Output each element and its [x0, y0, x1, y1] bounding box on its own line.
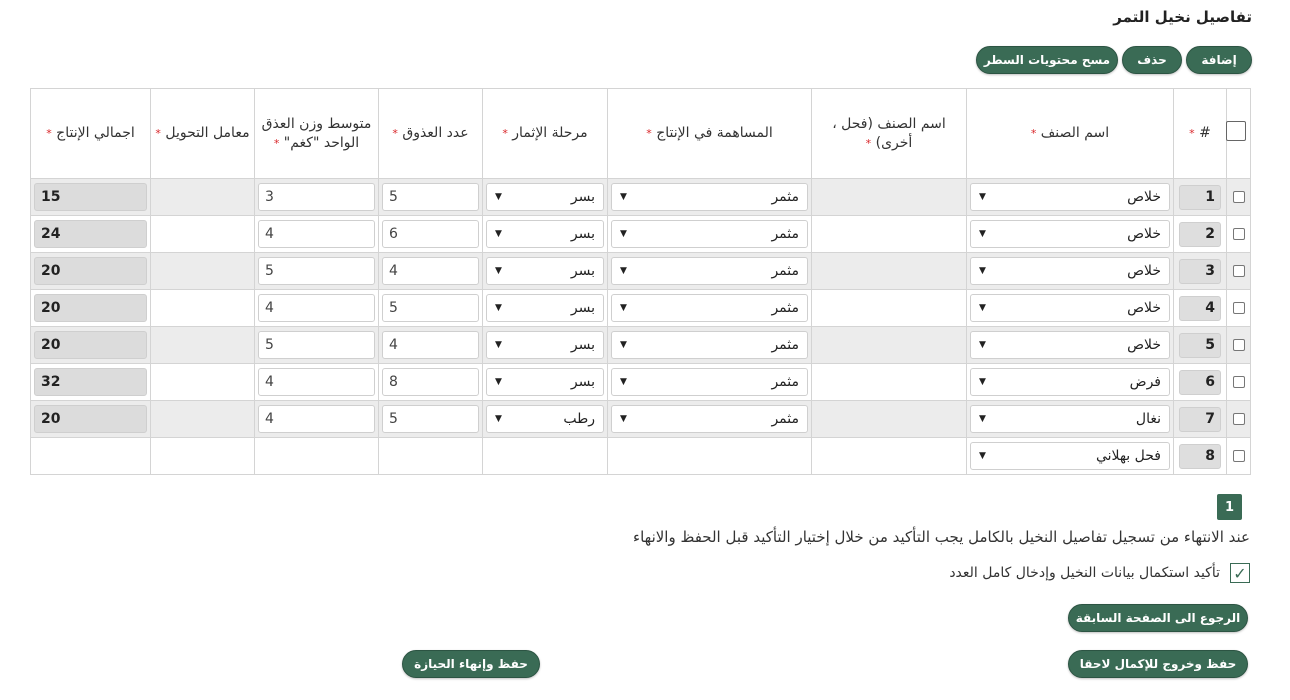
- variety-value: نغال: [1135, 411, 1161, 427]
- table-row: [31, 327, 1251, 364]
- select-all-header: [1227, 89, 1251, 179]
- contribution-cell: [608, 216, 812, 253]
- row-select-cell: [1227, 253, 1251, 290]
- empty-cell: [255, 438, 379, 475]
- row-num-cell: [1174, 290, 1227, 327]
- variety-cell: [967, 253, 1174, 290]
- empty-cell: [608, 438, 812, 475]
- variety-other-cell: [812, 401, 967, 438]
- row-number: 5: [1179, 333, 1221, 358]
- variety-select[interactable]: [970, 257, 1170, 285]
- confirmation-note: عند الانتهاء من تسجيل تفاصيل النخيل بالكامل يجب التأكيد من خلال إختيار التأكيد قبل الحفظ والانهاء: [633, 528, 1250, 546]
- bunch-count-input[interactable]: 5: [382, 405, 479, 433]
- stage-cell: [483, 290, 608, 327]
- empty-cell: [379, 438, 483, 475]
- row-select-cell: [1227, 401, 1251, 438]
- row-select-cell: [1227, 179, 1251, 216]
- header-fruiting-stage: مرحلة الإثمار *: [483, 89, 608, 179]
- conversion-cell: [151, 253, 255, 290]
- avg-weight-input[interactable]: 4: [258, 220, 375, 248]
- total-value: 15: [34, 183, 147, 211]
- contribution-value: مثمر: [771, 263, 799, 279]
- palm-details-table: [30, 88, 1251, 475]
- bunches-cell: [379, 290, 483, 327]
- bunch-count-input[interactable]: 8: [382, 368, 479, 396]
- avg-weight-input[interactable]: 5: [258, 331, 375, 359]
- contribution-select[interactable]: [611, 368, 808, 396]
- row-num-cell: [1174, 179, 1227, 216]
- bunch-count-input[interactable]: 5: [382, 183, 479, 211]
- bunches-cell: [379, 327, 483, 364]
- variety-other-cell: [812, 179, 967, 216]
- stage-cell: [483, 401, 608, 438]
- row-num-cell: [1174, 327, 1227, 364]
- avg-weight-input[interactable]: 4: [258, 294, 375, 322]
- variety-value: خلاص: [1127, 337, 1161, 353]
- total-cell: [31, 401, 151, 438]
- avg-weight-input[interactable]: 4: [258, 368, 375, 396]
- stage-cell: [483, 253, 608, 290]
- chevron-down-icon: ▼: [979, 451, 986, 461]
- chevron-down-icon: ▼: [979, 303, 986, 313]
- weight-cell: [255, 253, 379, 290]
- bunch-count-input[interactable]: 6: [382, 220, 479, 248]
- stage-value: رطب: [563, 411, 595, 427]
- chevron-down-icon: ▼: [979, 229, 986, 239]
- stage-select[interactable]: [486, 257, 604, 285]
- weight-cell: [255, 327, 379, 364]
- variety-cell: [967, 364, 1174, 401]
- total-value: 20: [34, 294, 147, 322]
- contribution-cell: [608, 401, 812, 438]
- row-num-cell: [1174, 401, 1227, 438]
- contribution-cell: [608, 179, 812, 216]
- contribution-select[interactable]: [611, 294, 808, 322]
- stage-select[interactable]: [486, 405, 604, 433]
- chevron-down-icon: ▼: [620, 377, 627, 387]
- variety-value: فحل بهلاني: [1095, 448, 1161, 464]
- total-value: 32: [34, 368, 147, 396]
- back-button[interactable]: الرجوع الى الصفحة السابقة: [1068, 604, 1248, 632]
- required-mark: *: [865, 136, 872, 150]
- contribution-select[interactable]: [611, 331, 808, 359]
- chevron-down-icon: ▼: [495, 266, 502, 276]
- row-num-cell: [1174, 364, 1227, 401]
- table-row: [31, 179, 1251, 216]
- variety-value: خلاص: [1127, 189, 1161, 205]
- clear-row-button[interactable]: مسح محتويات السطر: [976, 46, 1118, 74]
- contribution-select[interactable]: [611, 220, 808, 248]
- table-row: [31, 216, 1251, 253]
- chevron-down-icon: ▼: [495, 229, 502, 239]
- header-variety-other: اسم الصنف (فحل ، أخرى) *: [812, 89, 967, 179]
- row-checkbox[interactable]: [1233, 413, 1245, 425]
- contribution-cell: [608, 364, 812, 401]
- chevron-down-icon: ▼: [495, 340, 502, 350]
- row-select-cell: [1227, 364, 1251, 401]
- bunches-cell: [379, 364, 483, 401]
- variety-other-cell: [812, 253, 967, 290]
- save-finish-button[interactable]: حفظ وإنهاء الحيازة: [402, 650, 540, 678]
- required-mark: *: [502, 127, 508, 140]
- row-select-cell: [1227, 327, 1251, 364]
- add-button[interactable]: إضافة: [1186, 46, 1252, 74]
- variety-select[interactable]: [970, 442, 1170, 470]
- avg-weight-input[interactable]: 3: [258, 183, 375, 211]
- stage-value: بسر: [570, 337, 595, 353]
- row-number: 2: [1179, 222, 1221, 247]
- row-number: 8: [1179, 444, 1221, 469]
- required-mark: *: [392, 127, 398, 140]
- conversion-cell: [151, 216, 255, 253]
- contribution-value: مثمر: [771, 337, 799, 353]
- variety-cell: [967, 290, 1174, 327]
- chevron-down-icon: ▼: [979, 414, 986, 424]
- chevron-down-icon: ▼: [620, 266, 627, 276]
- chevron-down-icon: ▼: [979, 377, 986, 387]
- variety-cell: [967, 327, 1174, 364]
- table-row: [31, 253, 1251, 290]
- bunch-count-input[interactable]: 4: [382, 257, 479, 285]
- confirm-checkbox[interactable]: ✓: [1230, 563, 1250, 583]
- total-value: 24: [34, 220, 147, 248]
- required-mark: *: [46, 127, 52, 140]
- contribution-value: مثمر: [771, 411, 799, 427]
- bunch-count-input[interactable]: 5: [382, 294, 479, 322]
- variety-other-cell: [812, 364, 967, 401]
- variety-select[interactable]: [970, 368, 1170, 396]
- stage-value: بسر: [570, 226, 595, 242]
- contribution-cell: [608, 327, 812, 364]
- select-all-checkbox[interactable]: [1226, 121, 1246, 141]
- contribution-select[interactable]: [611, 405, 808, 433]
- chevron-down-icon: ▼: [979, 192, 986, 202]
- chevron-down-icon: ▼: [495, 414, 502, 424]
- chevron-down-icon: ▼: [495, 377, 502, 387]
- chevron-down-icon: ▼: [620, 340, 627, 350]
- header-bunch-count: عدد العذوق *: [379, 89, 483, 179]
- row-num-cell: [1174, 253, 1227, 290]
- stage-select[interactable]: [486, 331, 604, 359]
- stage-value: بسر: [570, 189, 595, 205]
- variety-value: خلاص: [1127, 263, 1161, 279]
- row-checkbox[interactable]: [1233, 376, 1245, 388]
- contribution-value: مثمر: [771, 374, 799, 390]
- bunches-cell: [379, 179, 483, 216]
- avg-weight-input[interactable]: 5: [258, 257, 375, 285]
- stage-cell: [483, 327, 608, 364]
- contribution-select[interactable]: [611, 257, 808, 285]
- stage-select[interactable]: [486, 183, 604, 211]
- weight-cell: [255, 216, 379, 253]
- variety-value: فرض: [1129, 374, 1161, 390]
- row-select-cell: [1227, 216, 1251, 253]
- chevron-down-icon: ▼: [495, 192, 502, 202]
- table-row: [31, 290, 1251, 327]
- weight-cell: [255, 179, 379, 216]
- total-cell: [31, 179, 151, 216]
- header-variety: اسم الصنف *: [967, 89, 1174, 179]
- chevron-down-icon: ▼: [979, 266, 986, 276]
- empty-cell: [31, 438, 151, 475]
- header-avg-weight: متوسط وزن العذق الواحد "كغم" *: [255, 89, 379, 179]
- save-exit-button[interactable]: حفظ وخروج للإكمال لاحقا: [1068, 650, 1248, 678]
- page-title: تفاصيل نخيل التمر: [1113, 8, 1252, 26]
- total-value: 20: [34, 331, 147, 359]
- row-number: 4: [1179, 296, 1221, 321]
- row-select-cell: [1227, 438, 1251, 475]
- stage-value: بسر: [570, 263, 595, 279]
- row-number: 3: [1179, 259, 1221, 284]
- bunches-cell: [379, 216, 483, 253]
- bunches-cell: [379, 401, 483, 438]
- bunch-count-input[interactable]: 4: [382, 331, 479, 359]
- total-cell: [31, 327, 151, 364]
- row-num-cell: [1174, 216, 1227, 253]
- contribution-cell: [608, 253, 812, 290]
- contribution-value: مثمر: [771, 226, 799, 242]
- chevron-down-icon: ▼: [620, 229, 627, 239]
- row-checkbox[interactable]: [1233, 339, 1245, 351]
- row-num-cell: [1174, 438, 1227, 475]
- chevron-down-icon: ▼: [620, 303, 627, 313]
- weight-cell: [255, 401, 379, 438]
- required-mark: *: [1030, 127, 1037, 140]
- variety-other-cell: [812, 216, 967, 253]
- delete-button[interactable]: حذف: [1122, 46, 1182, 74]
- variety-select[interactable]: [970, 220, 1170, 248]
- stage-select[interactable]: [486, 220, 604, 248]
- empty-cell: [151, 438, 255, 475]
- variety-select[interactable]: [970, 331, 1170, 359]
- empty-cell: [483, 438, 608, 475]
- conversion-cell: [151, 290, 255, 327]
- contribution-value: مثمر: [771, 300, 799, 316]
- table-row: [31, 438, 1251, 475]
- required-mark: *: [646, 127, 652, 140]
- pagination-current-page[interactable]: 1: [1217, 494, 1242, 520]
- stage-cell: [483, 216, 608, 253]
- conversion-cell: [151, 401, 255, 438]
- stage-select[interactable]: [486, 368, 604, 396]
- variety-other-cell: [812, 438, 967, 475]
- row-checkbox[interactable]: [1233, 265, 1245, 277]
- chevron-down-icon: ▼: [620, 192, 627, 202]
- table-row: [31, 364, 1251, 401]
- required-mark: *: [1189, 127, 1195, 140]
- variety-select[interactable]: [970, 405, 1170, 433]
- header-conversion: معامل التحويل *: [151, 89, 255, 179]
- header-contribution: المساهمة في الإنتاج *: [608, 89, 812, 179]
- chevron-down-icon: ▼: [495, 303, 502, 313]
- variety-other-cell: [812, 290, 967, 327]
- row-number: 1: [1179, 185, 1221, 210]
- contribution-value: مثمر: [771, 189, 799, 205]
- contribution-select[interactable]: [611, 183, 808, 211]
- row-checkbox[interactable]: [1233, 228, 1245, 240]
- total-cell: [31, 290, 151, 327]
- variety-cell: [967, 401, 1174, 438]
- row-checkbox[interactable]: [1233, 191, 1245, 203]
- conversion-cell: [151, 364, 255, 401]
- row-number: 7: [1179, 407, 1221, 432]
- weight-cell: [255, 364, 379, 401]
- chevron-down-icon: ▼: [979, 340, 986, 350]
- row-select-cell: [1227, 290, 1251, 327]
- chevron-down-icon: ▼: [620, 414, 627, 424]
- stage-value: بسر: [570, 374, 595, 390]
- stage-cell: [483, 179, 608, 216]
- table-row: [31, 401, 1251, 438]
- variety-cell: [967, 438, 1174, 475]
- header-total: اجمالي الإنتاج *: [31, 89, 151, 179]
- row-checkbox[interactable]: [1233, 302, 1245, 314]
- stage-value: بسر: [570, 300, 595, 316]
- variety-value: خلاص: [1127, 300, 1161, 316]
- stage-select[interactable]: [486, 294, 604, 322]
- total-value: 20: [34, 257, 147, 285]
- row-number: 6: [1179, 370, 1221, 395]
- variety-select[interactable]: [970, 294, 1170, 322]
- header-num: # *: [1174, 89, 1227, 179]
- weight-cell: [255, 290, 379, 327]
- required-mark: *: [273, 136, 280, 150]
- total-value: 20: [34, 405, 147, 433]
- variety-cell: [967, 216, 1174, 253]
- stage-cell: [483, 364, 608, 401]
- bunches-cell: [379, 253, 483, 290]
- variety-other-cell: [812, 327, 967, 364]
- total-cell: [31, 253, 151, 290]
- row-checkbox[interactable]: [1233, 450, 1245, 462]
- total-cell: [31, 216, 151, 253]
- variety-select[interactable]: [970, 183, 1170, 211]
- required-mark: *: [155, 127, 161, 140]
- total-cell: [31, 364, 151, 401]
- avg-weight-input[interactable]: 4: [258, 405, 375, 433]
- contribution-cell: [608, 290, 812, 327]
- variety-cell: [967, 179, 1174, 216]
- confirm-label: تأكيد استكمال بيانات النخيل وإدخال كامل العدد: [949, 565, 1220, 581]
- variety-value: خلاص: [1127, 226, 1161, 242]
- conversion-cell: [151, 327, 255, 364]
- confirm-row: [949, 563, 1250, 583]
- conversion-cell: [151, 179, 255, 216]
